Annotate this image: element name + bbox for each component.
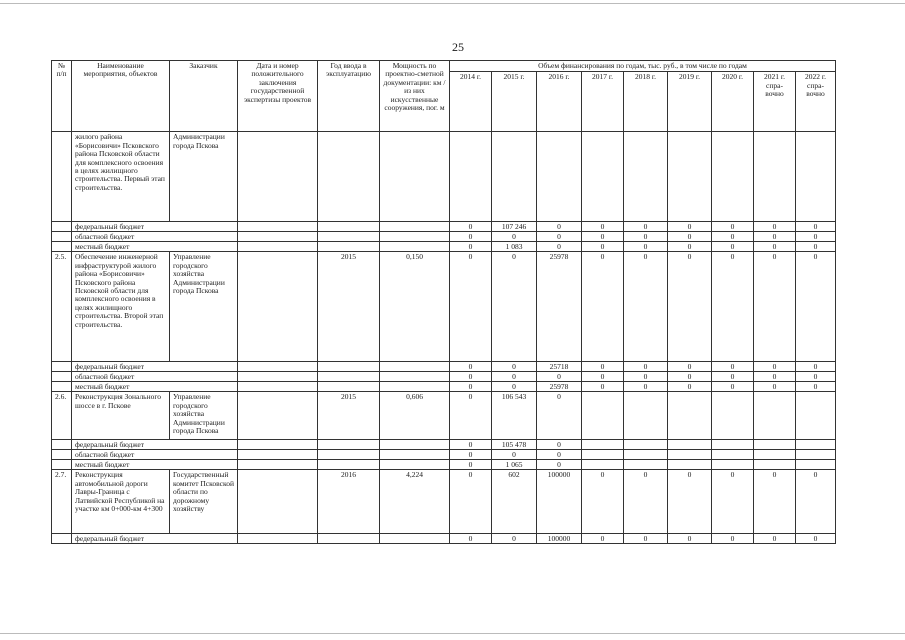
value-cell: 0 — [796, 372, 836, 382]
item-name: Реконструкция Зонального шоссе в г. Пскове — [72, 392, 170, 440]
value-cell: 0 — [668, 232, 712, 242]
value-cell: 0 — [582, 222, 624, 232]
value-cell: 0 — [754, 372, 796, 382]
budget-label: федеральный бюджет — [72, 362, 238, 372]
value-cell: 0 — [796, 534, 836, 544]
value-cell: 0 — [668, 534, 712, 544]
value-cell: 602 — [492, 470, 537, 534]
value-cell: 0 — [492, 232, 537, 242]
value-cell: 0 — [450, 470, 492, 534]
value-cell: 105 478 — [492, 440, 537, 450]
value-cell: 0 — [712, 242, 754, 252]
value-cell: 0 — [754, 232, 796, 242]
value-cell: 0 — [537, 222, 582, 232]
table-row — [52, 450, 836, 460]
item-name: Реконструкция автомобильной дороги Лавры-Граница с Латвийской Республикой на участке км 0+000-км 4+300 — [72, 470, 170, 534]
item-capacity: 4,224 — [380, 470, 450, 534]
table-row — [52, 132, 836, 222]
header-year: 2014 г. — [450, 72, 492, 132]
value-cell: 0 — [712, 362, 754, 372]
value-cell: 0 — [754, 222, 796, 232]
header-year: 2017 г. — [582, 72, 624, 132]
value-cell: 0 — [582, 470, 624, 534]
value-cell: 0 — [492, 362, 537, 372]
value-cell: 0 — [450, 382, 492, 392]
value-cell: 0 — [450, 372, 492, 382]
table-row — [52, 382, 836, 392]
budget-label: областной бюджет — [72, 232, 238, 242]
value-cell: 0 — [582, 252, 624, 362]
header-capacity: Мощность по проектно-сметной документации: км / из них искусственные сооружения, пог. м — [380, 61, 450, 132]
value-cell: 0 — [492, 372, 537, 382]
value-cell: 0 — [450, 252, 492, 362]
continuation-name: жилого района «Борисовичи» Псковского района Псковской области для комплексного освоения в целях жилищного строительства. Первый этап строительства. — [72, 132, 170, 222]
value-cell: 0 — [450, 450, 492, 460]
value-cell: 0 — [624, 362, 668, 372]
value-cell: 1 083 — [492, 242, 537, 252]
budget-label: федеральный бюджет — [72, 534, 238, 544]
header-customer: Заказчик — [170, 61, 238, 132]
budget-label: федеральный бюджет — [72, 222, 238, 232]
value-cell: 25978 — [537, 252, 582, 362]
value-cell: 0 — [668, 362, 712, 372]
value-cell: 0 — [754, 252, 796, 362]
value-cell: 107 246 — [492, 222, 537, 232]
table-row — [52, 460, 836, 470]
header-num: № п/п — [52, 61, 72, 132]
value-cell: 0 — [492, 534, 537, 544]
header-financing: Объем финансирования по годам, тыс. руб., в том числе по годам — [450, 61, 836, 72]
item-year: 2016 — [318, 470, 380, 534]
table-row — [52, 470, 836, 534]
value-cell: 25978 — [537, 382, 582, 392]
value-cell: 0 — [582, 242, 624, 252]
value-cell: 0 — [537, 392, 582, 440]
value-cell: 0 — [624, 252, 668, 362]
header-year: 2015 г. — [492, 72, 537, 132]
header-year: 2019 г. — [668, 72, 712, 132]
value-cell: 0 — [450, 222, 492, 232]
value-cell: 0 — [668, 382, 712, 392]
item-customer: Государственный комитет Псковской области по дорожному хозяйству — [170, 470, 238, 534]
value-cell: 0 — [450, 440, 492, 450]
item-year: 2015 — [318, 252, 380, 362]
header-year-commission: Год ввода в эксплуатацию — [318, 61, 380, 132]
value-cell: 0 — [754, 382, 796, 392]
value-cell: 0 — [712, 232, 754, 242]
value-cell: 0 — [582, 232, 624, 242]
budget-label: местный бюджет — [72, 382, 238, 392]
value-cell: 0 — [712, 470, 754, 534]
table-row — [52, 232, 836, 242]
page-number: 25 — [452, 40, 464, 54]
budget-label: федеральный бюджет — [72, 440, 238, 450]
value-cell: 0 — [796, 242, 836, 252]
value-cell: 0 — [537, 440, 582, 450]
value-cell: 0 — [796, 222, 836, 232]
item-number: 2.6. — [52, 392, 72, 440]
value-cell: 0 — [582, 534, 624, 544]
value-cell: 0 — [624, 372, 668, 382]
value-cell: 0 — [712, 534, 754, 544]
item-capacity: 0,150 — [380, 252, 450, 362]
value-cell: 0 — [712, 222, 754, 232]
budget-label: местный бюджет — [72, 242, 238, 252]
table-row — [52, 222, 836, 232]
value-cell: 0 — [450, 392, 492, 440]
value-cell: 0 — [712, 252, 754, 362]
value-cell: 0 — [754, 362, 796, 372]
value-cell: 0 — [754, 534, 796, 544]
value-cell: 0 — [537, 242, 582, 252]
value-cell: 0 — [450, 460, 492, 470]
header-year: 2021 г. спра-вочно — [754, 72, 796, 132]
value-cell: 0 — [582, 372, 624, 382]
value-cell: 0 — [624, 470, 668, 534]
value-cell: 0 — [796, 362, 836, 372]
value-cell: 0 — [668, 222, 712, 232]
header-year: 2018 г. — [624, 72, 668, 132]
value-cell: 0 — [450, 232, 492, 242]
budget-label: областной бюджет — [72, 450, 238, 460]
value-cell: 0 — [796, 232, 836, 242]
value-cell: 0 — [668, 372, 712, 382]
value-cell: 0 — [754, 470, 796, 534]
value-cell: 0 — [624, 232, 668, 242]
value-cell: 100000 — [537, 470, 582, 534]
value-cell: 1 065 — [492, 460, 537, 470]
value-cell: 0 — [537, 450, 582, 460]
header-year: 2016 г. — [537, 72, 582, 132]
header-year: 2020 г. — [712, 72, 754, 132]
table-row — [52, 252, 836, 362]
budget-label: местный бюджет — [72, 460, 238, 470]
value-cell: 0 — [668, 470, 712, 534]
item-capacity: 0,606 — [380, 392, 450, 440]
value-cell: 0 — [796, 252, 836, 362]
financing-table — [51, 60, 836, 544]
value-cell: 0 — [624, 222, 668, 232]
value-cell: 0 — [796, 382, 836, 392]
value-cell: 0 — [537, 460, 582, 470]
value-cell: 0 — [754, 242, 796, 252]
value-cell: 0 — [537, 372, 582, 382]
value-cell: 100000 — [537, 534, 582, 544]
table-row — [52, 242, 836, 252]
scan-edge-bottom — [0, 633, 905, 634]
header-year: 2022 г. спра-вочно — [796, 72, 836, 132]
value-cell: 0 — [492, 252, 537, 362]
item-customer: Управление городского хозяйства Администрации города Пскова — [170, 252, 238, 362]
value-cell: 0 — [624, 382, 668, 392]
scan-edge-top — [0, 3, 905, 4]
table-row — [52, 440, 836, 450]
item-number: 2.7. — [52, 470, 72, 534]
value-cell: 0 — [492, 382, 537, 392]
value-cell: 0 — [537, 232, 582, 242]
value-cell: 0 — [796, 470, 836, 534]
value-cell: 0 — [582, 382, 624, 392]
item-number: 2.5. — [52, 252, 72, 362]
value-cell: 0 — [450, 534, 492, 544]
table-row — [52, 362, 836, 372]
table-row — [52, 372, 836, 382]
value-cell: 0 — [450, 242, 492, 252]
item-year: 2015 — [318, 392, 380, 440]
value-cell: 0 — [624, 534, 668, 544]
value-cell: 0 — [712, 382, 754, 392]
header-name: Наименование мероприятия, объектов — [72, 61, 170, 132]
value-cell: 0 — [582, 362, 624, 372]
header-date-expertise: Дата и номер положительного заключения государственной экспертизы проектов — [238, 61, 318, 132]
item-name: Обеспечение инженерной инфраструктурой жилого района «Борисовичи» Псковского района Псковской области для комплексного освоения в целях жилищного строительства. Второй этап строительства. — [72, 252, 170, 362]
table-row — [52, 392, 836, 440]
value-cell: 0 — [668, 252, 712, 362]
value-cell: 0 — [668, 242, 712, 252]
value-cell: 0 — [624, 242, 668, 252]
value-cell: 0 — [492, 450, 537, 460]
budget-label: областной бюджет — [72, 372, 238, 382]
value-cell: 25718 — [537, 362, 582, 372]
value-cell: 0 — [712, 372, 754, 382]
item-customer: Управление городского хозяйства Администрации города Пскова — [170, 392, 238, 440]
value-cell: 0 — [450, 362, 492, 372]
continuation-customer: Администрации города Пскова — [170, 132, 238, 222]
table-row — [52, 534, 836, 544]
value-cell: 106 543 — [492, 392, 537, 440]
